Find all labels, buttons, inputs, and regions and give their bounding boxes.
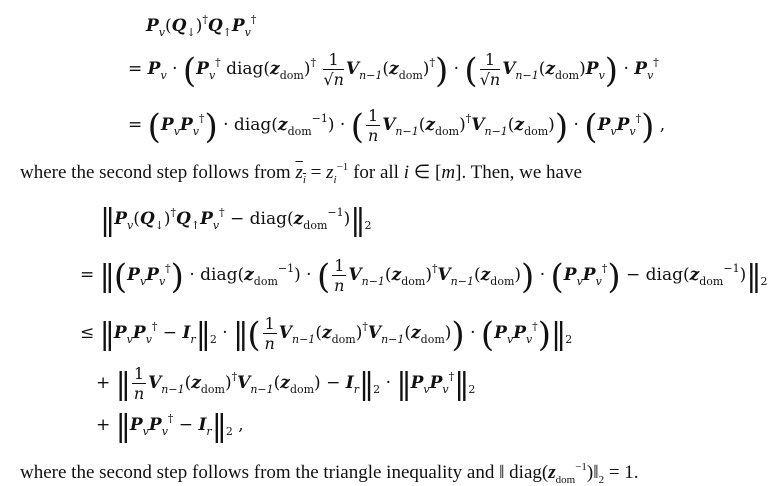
prose-2: where the second step follows from the triangle inequality and ‖ $diag(z_{dom}^{-1})‖_2 = 1$. (20, 461, 639, 486)
eq2-line5: + || $P_vP_v^\dagger - I_r||$ $_2$ , (96, 409, 244, 444)
eq1-line3: = $(P_vP_v^\dagger)$ · $diag(z_{dom}^{-1})$ · ( $\frac{1}{n}$ $V_{n-1}(z_{dom})^\dagger V_{n-1}(z_{dom})) \cdot (P_vP_v^\dagger)$ , (128, 106, 666, 148)
eq1-line2: = $P_v \cdot (P_v^\dagger$ $diag(z_{dom})^\dagger$ $\frac{1}{√n}$ $V_{n-1}(z_{dom})^\dagger$) · ( $\frac{1}{√n}$ $V_{n-1}(z_{dom})P_v) \cdot P_v^\dagger$ (128, 50, 659, 92)
eq2-line3: ≤ || $P_vP_v^\dagger - I_r||$ $_2$ · || ( $\frac{1}{n}$ $V_{n-1}(z_{dom})^\dagger V_{n-1}(z_{dom})) \cdot (P_vP_v^\dagger)||$ $_2$ (80, 314, 573, 356)
eq2-line4: + || $\frac{1}{n}$ $V_{n-1}(z_{dom})^\dagger V_{n-1}(z_{dom}) - I_r||$ $_2$ · || $P_vP_v^\dagger||$ $_2$ (96, 364, 476, 404)
eq2-line1: || $P_v(Q_↓)^\dagger Q_↑P_v^\dagger$ − $diag(z_{dom}^{-1})||$ $_2$ (100, 203, 372, 238)
prose-1: where the second step follows from $z_i = z_i^{-1}$ for all i ∈ [m]. Then, we have (20, 161, 582, 186)
eq2-line2: = || $(P_vP_v^\dagger)$ · $diag(z_{dom}^{-1})$ · ( $\frac{1}{n}$ $V_{n-1}(z_{dom})^\dagger V_{n-1}(z_{dom})) \cdot (P_vP_v^\dagger)$ − $diag(z_{dom}^{-1})||$ $_2$ (80, 256, 768, 298)
eq1-line1: $P_v(Q_↓)^\dagger Q_↑P_v^\dagger$ (146, 13, 257, 39)
